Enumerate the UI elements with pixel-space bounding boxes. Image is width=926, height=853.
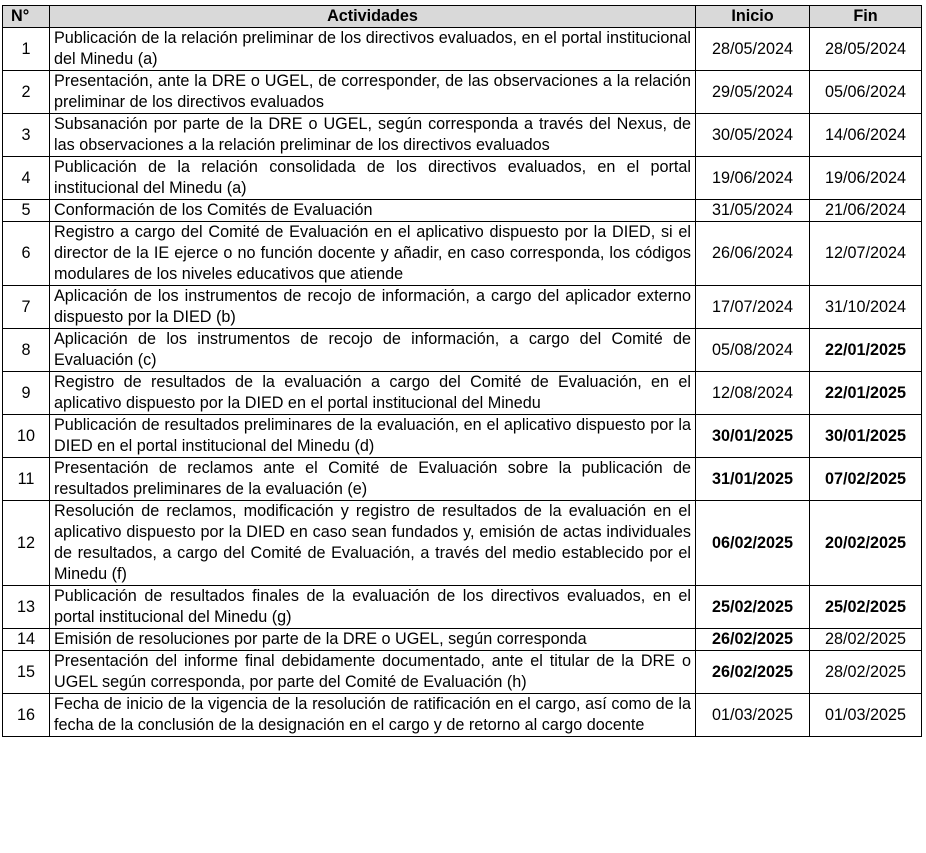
- row-start-date: 17/07/2024: [696, 286, 810, 329]
- row-activity: Presentación del informe final debidamente documentado, ante el titular de la DRE o UGEL según corresponda, por parte del Comité de Evaluación (h): [50, 651, 696, 694]
- row-number: 6: [3, 222, 50, 286]
- row-activity: Registro de resultados de la evaluación a cargo del Comité de Evaluación, en el aplicativo dispuesto por la DIED en el portal institucional del Minedu: [50, 372, 696, 415]
- row-start-date: 28/05/2024: [696, 28, 810, 71]
- row-start-date: 01/03/2025: [696, 694, 810, 737]
- row-end-date: 07/02/2025: [810, 458, 922, 501]
- row-activity: Subsanación por parte de la DRE o UGEL, según corresponda a través del Nexus, de las observaciones a la relación preliminar de los directivos evaluados: [50, 114, 696, 157]
- table-header-row: [3, 6, 922, 28]
- row-start-date: 31/01/2025: [696, 458, 810, 501]
- row-activity: Presentación, ante la DRE o UGEL, de corresponder, de las observaciones a la relación preliminar de los directivos evaluados: [50, 71, 696, 114]
- row-end-date: 14/06/2024: [810, 114, 922, 157]
- table-row: [3, 114, 922, 157]
- row-start-date: 05/08/2024: [696, 329, 810, 372]
- row-end-date: 25/02/2025: [810, 586, 922, 629]
- row-activity: Aplicación de los instrumentos de recojo de información, a cargo del aplicador externo dispuesto por la DIED (b): [50, 286, 696, 329]
- table-row: [3, 28, 922, 71]
- table-row: [3, 157, 922, 200]
- row-end-date: 05/06/2024: [810, 71, 922, 114]
- table-body: [3, 28, 922, 737]
- row-number: 7: [3, 286, 50, 329]
- row-start-date: 26/02/2025: [696, 629, 810, 651]
- row-activity: Publicación de resultados preliminares de la evaluación, en el aplicativo dispuesto por la DIED en el portal institucional del Minedu (d): [50, 415, 696, 458]
- row-activity: Presentación de reclamos ante el Comité de Evaluación sobre la publicación de resultados preliminares de la evaluación (e): [50, 458, 696, 501]
- row-end-date: 28/05/2024: [810, 28, 922, 71]
- row-end-date: 28/02/2025: [810, 629, 922, 651]
- row-number: 11: [3, 458, 50, 501]
- row-activity: Resolución de reclamos, modificación y registro de resultados de la evaluación en el aplicativo dispuesto por la DIED en caso sean fundados y, emisión de actas individuales de resultados, a cargo del Comité de Evaluación, a través del medio establecido por el Minedu (f): [50, 501, 696, 586]
- table-row: [3, 222, 922, 286]
- header-number: N°: [3, 6, 50, 28]
- row-start-date: 30/05/2024: [696, 114, 810, 157]
- row-number: 15: [3, 651, 50, 694]
- row-activity: Registro a cargo del Comité de Evaluación en el aplicativo dispuesto por la DIED, si el director de la IE ejerce o no función docente y añadir, en caso corresponda, los códigos modulares de los niveles educativos que atiende: [50, 222, 696, 286]
- row-number: 2: [3, 71, 50, 114]
- schedule-table-container: [2, 5, 922, 737]
- row-number: 3: [3, 114, 50, 157]
- row-start-date: 19/06/2024: [696, 157, 810, 200]
- row-number: 8: [3, 329, 50, 372]
- table-row: [3, 71, 922, 114]
- row-activity: Publicación de resultados finales de la evaluación de los directivos evaluados, en el portal institucional del Minedu (g): [50, 586, 696, 629]
- row-end-date: 30/01/2025: [810, 415, 922, 458]
- row-end-date: 12/07/2024: [810, 222, 922, 286]
- row-end-date: 31/10/2024: [810, 286, 922, 329]
- row-activity: Fecha de inicio de la vigencia de la resolución de ratificación en el cargo, así como de la fecha de la conclusión de la designación en el cargo y de retorno al cargo docente: [50, 694, 696, 737]
- table-row: [3, 329, 922, 372]
- row-number: 10: [3, 415, 50, 458]
- row-number: 4: [3, 157, 50, 200]
- row-end-date: 21/06/2024: [810, 200, 922, 222]
- row-activity: Emisión de resoluciones por parte de la DRE o UGEL, según corresponda: [50, 629, 696, 651]
- table-row: [3, 651, 922, 694]
- table-row: [3, 286, 922, 329]
- table-row: [3, 501, 922, 586]
- table-row: [3, 458, 922, 501]
- row-activity: Publicación de la relación consolidada de los directivos evaluados, en el portal institucional del Minedu (a): [50, 157, 696, 200]
- row-number: 16: [3, 694, 50, 737]
- header-activities: Actividades: [50, 6, 696, 28]
- row-number: 14: [3, 629, 50, 651]
- row-number: 1: [3, 28, 50, 71]
- table-row: [3, 415, 922, 458]
- row-end-date: 19/06/2024: [810, 157, 922, 200]
- row-start-date: 30/01/2025: [696, 415, 810, 458]
- row-end-date: 22/01/2025: [810, 372, 922, 415]
- table-row: [3, 629, 922, 651]
- row-end-date: 01/03/2025: [810, 694, 922, 737]
- row-end-date: 20/02/2025: [810, 501, 922, 586]
- row-start-date: 26/06/2024: [696, 222, 810, 286]
- row-number: 9: [3, 372, 50, 415]
- row-activity: Publicación de la relación preliminar de los directivos evaluados, en el portal institucional del Minedu (a): [50, 28, 696, 71]
- row-start-date: 25/02/2025: [696, 586, 810, 629]
- table-row: [3, 586, 922, 629]
- row-start-date: 26/02/2025: [696, 651, 810, 694]
- header-end: Fin: [810, 6, 922, 28]
- row-end-date: 22/01/2025: [810, 329, 922, 372]
- row-end-date: 28/02/2025: [810, 651, 922, 694]
- row-start-date: 31/05/2024: [696, 200, 810, 222]
- row-number: 12: [3, 501, 50, 586]
- row-number: 13: [3, 586, 50, 629]
- row-start-date: 12/08/2024: [696, 372, 810, 415]
- row-number: 5: [3, 200, 50, 222]
- table-row: [3, 200, 922, 222]
- table-row: [3, 694, 922, 737]
- header-start: Inicio: [696, 6, 810, 28]
- row-activity: Aplicación de los instrumentos de recojo de información, a cargo del Comité de Evaluación (c): [50, 329, 696, 372]
- schedule-table: [2, 5, 922, 737]
- row-start-date: 29/05/2024: [696, 71, 810, 114]
- table-row: [3, 372, 922, 415]
- row-start-date: 06/02/2025: [696, 501, 810, 586]
- row-activity: Conformación de los Comités de Evaluación: [50, 200, 696, 222]
